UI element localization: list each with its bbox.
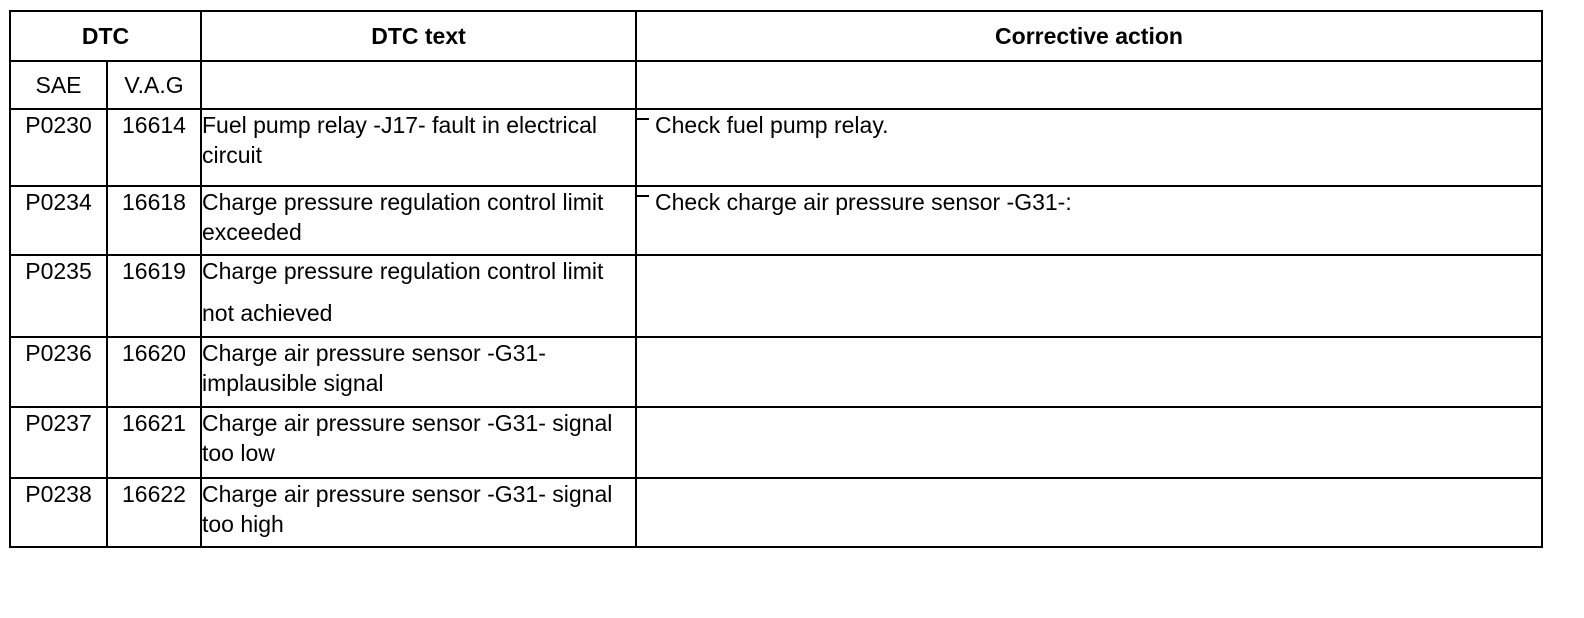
table-row (10, 109, 1542, 186)
corrective-action (636, 186, 1542, 255)
corrective-action (636, 407, 1542, 478)
dtc-text: Fuel pump relay -J17- fault in electrical circuit (201, 109, 636, 186)
sae-code: P0236 (10, 337, 107, 407)
subheader-vag: V.A.G (107, 61, 201, 109)
table-row (10, 478, 1542, 547)
sae-code: P0237 (10, 407, 107, 478)
header-dtc-text: DTC text (201, 11, 636, 61)
subheader-sae: SAE (10, 61, 107, 109)
dtc-text: Charge air pressure sensor -G31- implausible signal (201, 337, 636, 407)
vag-code: 16618 (107, 186, 201, 255)
table-subheader-row (10, 61, 1542, 109)
vag-code: 16619 (107, 255, 201, 337)
corrective-action-text: Check fuel pump relay. (655, 112, 889, 138)
corrective-action (636, 109, 1542, 186)
table-header-row (10, 11, 1542, 61)
dtc-table (9, 10, 1543, 548)
vag-code: 16622 (107, 478, 201, 547)
subheader-empty-action (636, 61, 1542, 109)
corrective-action-text: Check charge air pressure sensor -G31-: (655, 189, 1072, 215)
table-row (10, 407, 1542, 478)
corrective-action (636, 478, 1542, 547)
sae-code: P0230 (10, 109, 107, 186)
sae-code: P0234 (10, 186, 107, 255)
table-row (10, 255, 1542, 337)
dtc-text: Charge pressure regulation control limit exceeded (201, 186, 636, 255)
dash-bullet-icon (637, 118, 649, 120)
table-row (10, 337, 1542, 407)
vag-code: 16614 (107, 109, 201, 186)
table-row (10, 186, 1542, 255)
dash-bullet-icon (637, 195, 649, 197)
dtc-text: Charge air pressure sensor -G31- signal too high (201, 478, 636, 547)
dtc-text: Charge air pressure sensor -G31- signal too low (201, 407, 636, 478)
header-dtc: DTC (10, 11, 201, 61)
sae-code: P0238 (10, 478, 107, 547)
dtc-table-container (9, 10, 1543, 548)
vag-code: 16621 (107, 407, 201, 478)
sae-code: P0235 (10, 255, 107, 337)
header-corrective-action: Corrective action (636, 11, 1542, 61)
corrective-action (636, 337, 1542, 407)
corrective-action (636, 255, 1542, 337)
dtc-text (201, 255, 636, 337)
vag-code: 16620 (107, 337, 201, 407)
dtc-text-content: Charge pressure regulation control limit not achieved (202, 258, 604, 326)
subheader-empty-text (201, 61, 636, 109)
